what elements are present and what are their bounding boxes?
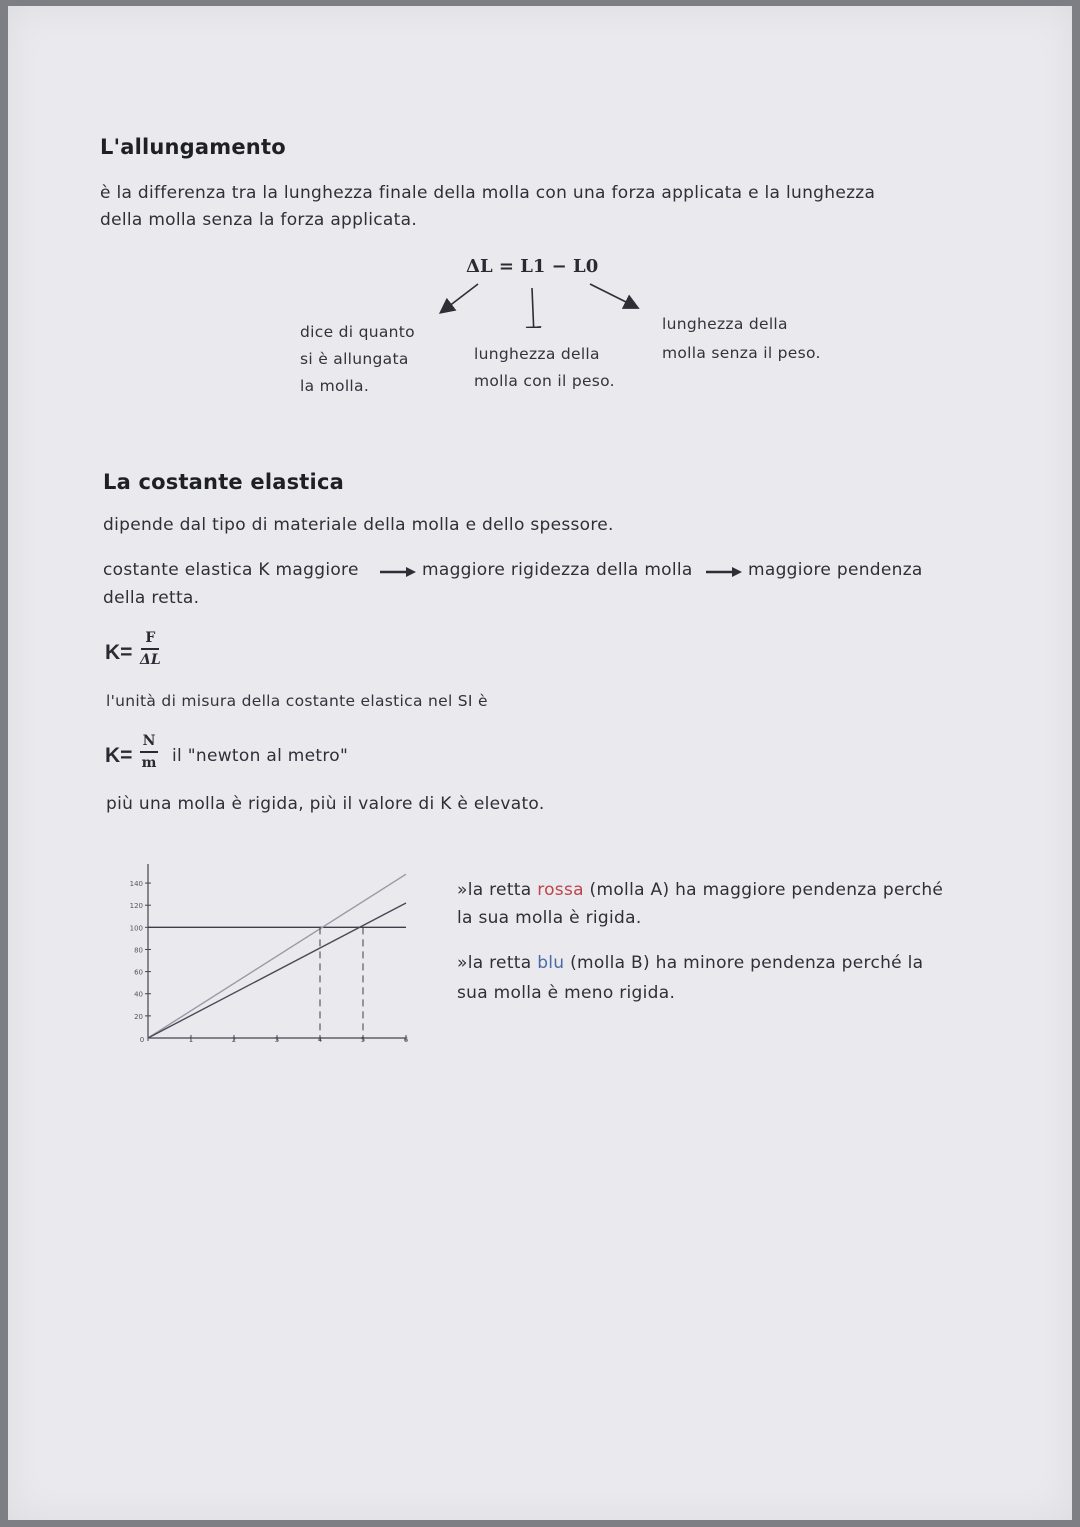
paper-sheet [8,6,1072,1520]
note-blue-prefix: »la retta [457,953,538,973]
x-tick-label: 2 [231,1036,237,1044]
section-title-allungamento: L'allungamento [100,135,286,159]
series-line-1 [148,874,406,1038]
note-red-suffix: (molla A) ha maggiore pendenza perché [583,880,944,900]
rigidity-statement: più una molla è rigida, più il valore di K è elevato. [106,794,545,814]
chain-part-3: maggiore pendenza [748,560,923,580]
y-tick-label: 40 [134,990,143,999]
k-formula-lhs: K= [105,641,133,664]
k-formula-fraction [140,630,161,668]
costante-description: dipende dal tipo di materiale della molla e dello spessore. [103,515,614,535]
note-right-line-1: lunghezza della [662,315,788,333]
fraction-bar [141,648,159,650]
y-tick-label: 80 [134,946,143,955]
arrow-right-icon-2 [704,565,744,579]
unit-formula-denominator: m [141,754,157,771]
arrow-right [590,284,634,306]
k-formula-denominator: ΔL [140,651,161,668]
y-tick-label: 20 [134,1012,143,1021]
y-tick-label: 60 [134,968,143,977]
note-red-word: rossa [537,880,584,900]
x-tick-label: 1 [188,1036,194,1044]
delta-l-formula: ΔL = L1 − L0 [466,256,599,277]
note-blue-suffix: (molla B) ha minore pendenza perché la [564,953,924,973]
arrow-left [444,284,478,310]
unit-name: il "newton al metro" [172,746,349,766]
x-tick-label: 5 [360,1036,366,1044]
unit-text: l'unità di misura della costante elastica nel SI è [106,692,488,710]
note-center-line-1: lunghezza della [474,345,600,363]
y-tick-label: 100 [129,924,143,933]
series-line-2 [148,903,406,1038]
note-center-line-2: molla con il peso. [474,372,615,390]
note-red-line-2: la sua molla è rigida. [457,908,642,928]
formula-arrows [430,278,650,328]
note-red-prefix: »la retta [457,880,538,900]
x-tick-label: 0 [139,1036,145,1044]
arrow-right-icon-1 [378,565,418,579]
x-tick-label: 6 [403,1036,409,1044]
y-tick-label: 120 [129,902,143,911]
definition-line-2: della molla senza la forza applicata. [100,210,418,230]
note-blue-line-1 [457,953,923,973]
note-left-line-1: dice di quanto [300,323,415,341]
unit-formula-fraction [140,733,158,771]
chain-part-1: costante elastica K maggiore [103,560,359,580]
unit-formula-numerator: N [142,733,156,749]
note-left-line-3: la molla. [300,377,370,395]
arrow-center [532,288,534,328]
definition-line-1: è la differenza tra la lunghezza finale della molla con una forza applicata e la lunghezza [100,183,876,203]
note-right-line-2: molla senza il peso. [662,344,821,362]
note-left-line-2: si è allungata [300,350,409,368]
note-blue-word: blu [537,953,565,973]
k-formula-numerator: F [145,630,156,646]
y-tick-label: 140 [129,880,143,889]
note-blue-line-2: sua molla è meno rigida. [457,983,676,1003]
fraction-bar [140,751,158,753]
x-tick-label: 4 [317,1036,323,1044]
note-red-line-1 [457,880,943,900]
chain-continuation: della retta. [103,588,200,608]
spring-force-chart [110,862,420,1062]
section-title-costante-elastica: La costante elastica [103,470,344,494]
unit-formula-lhs: K= [105,744,133,767]
x-tick-label: 3 [274,1036,280,1044]
chain-part-2: maggiore rigidezza della molla [422,560,693,580]
